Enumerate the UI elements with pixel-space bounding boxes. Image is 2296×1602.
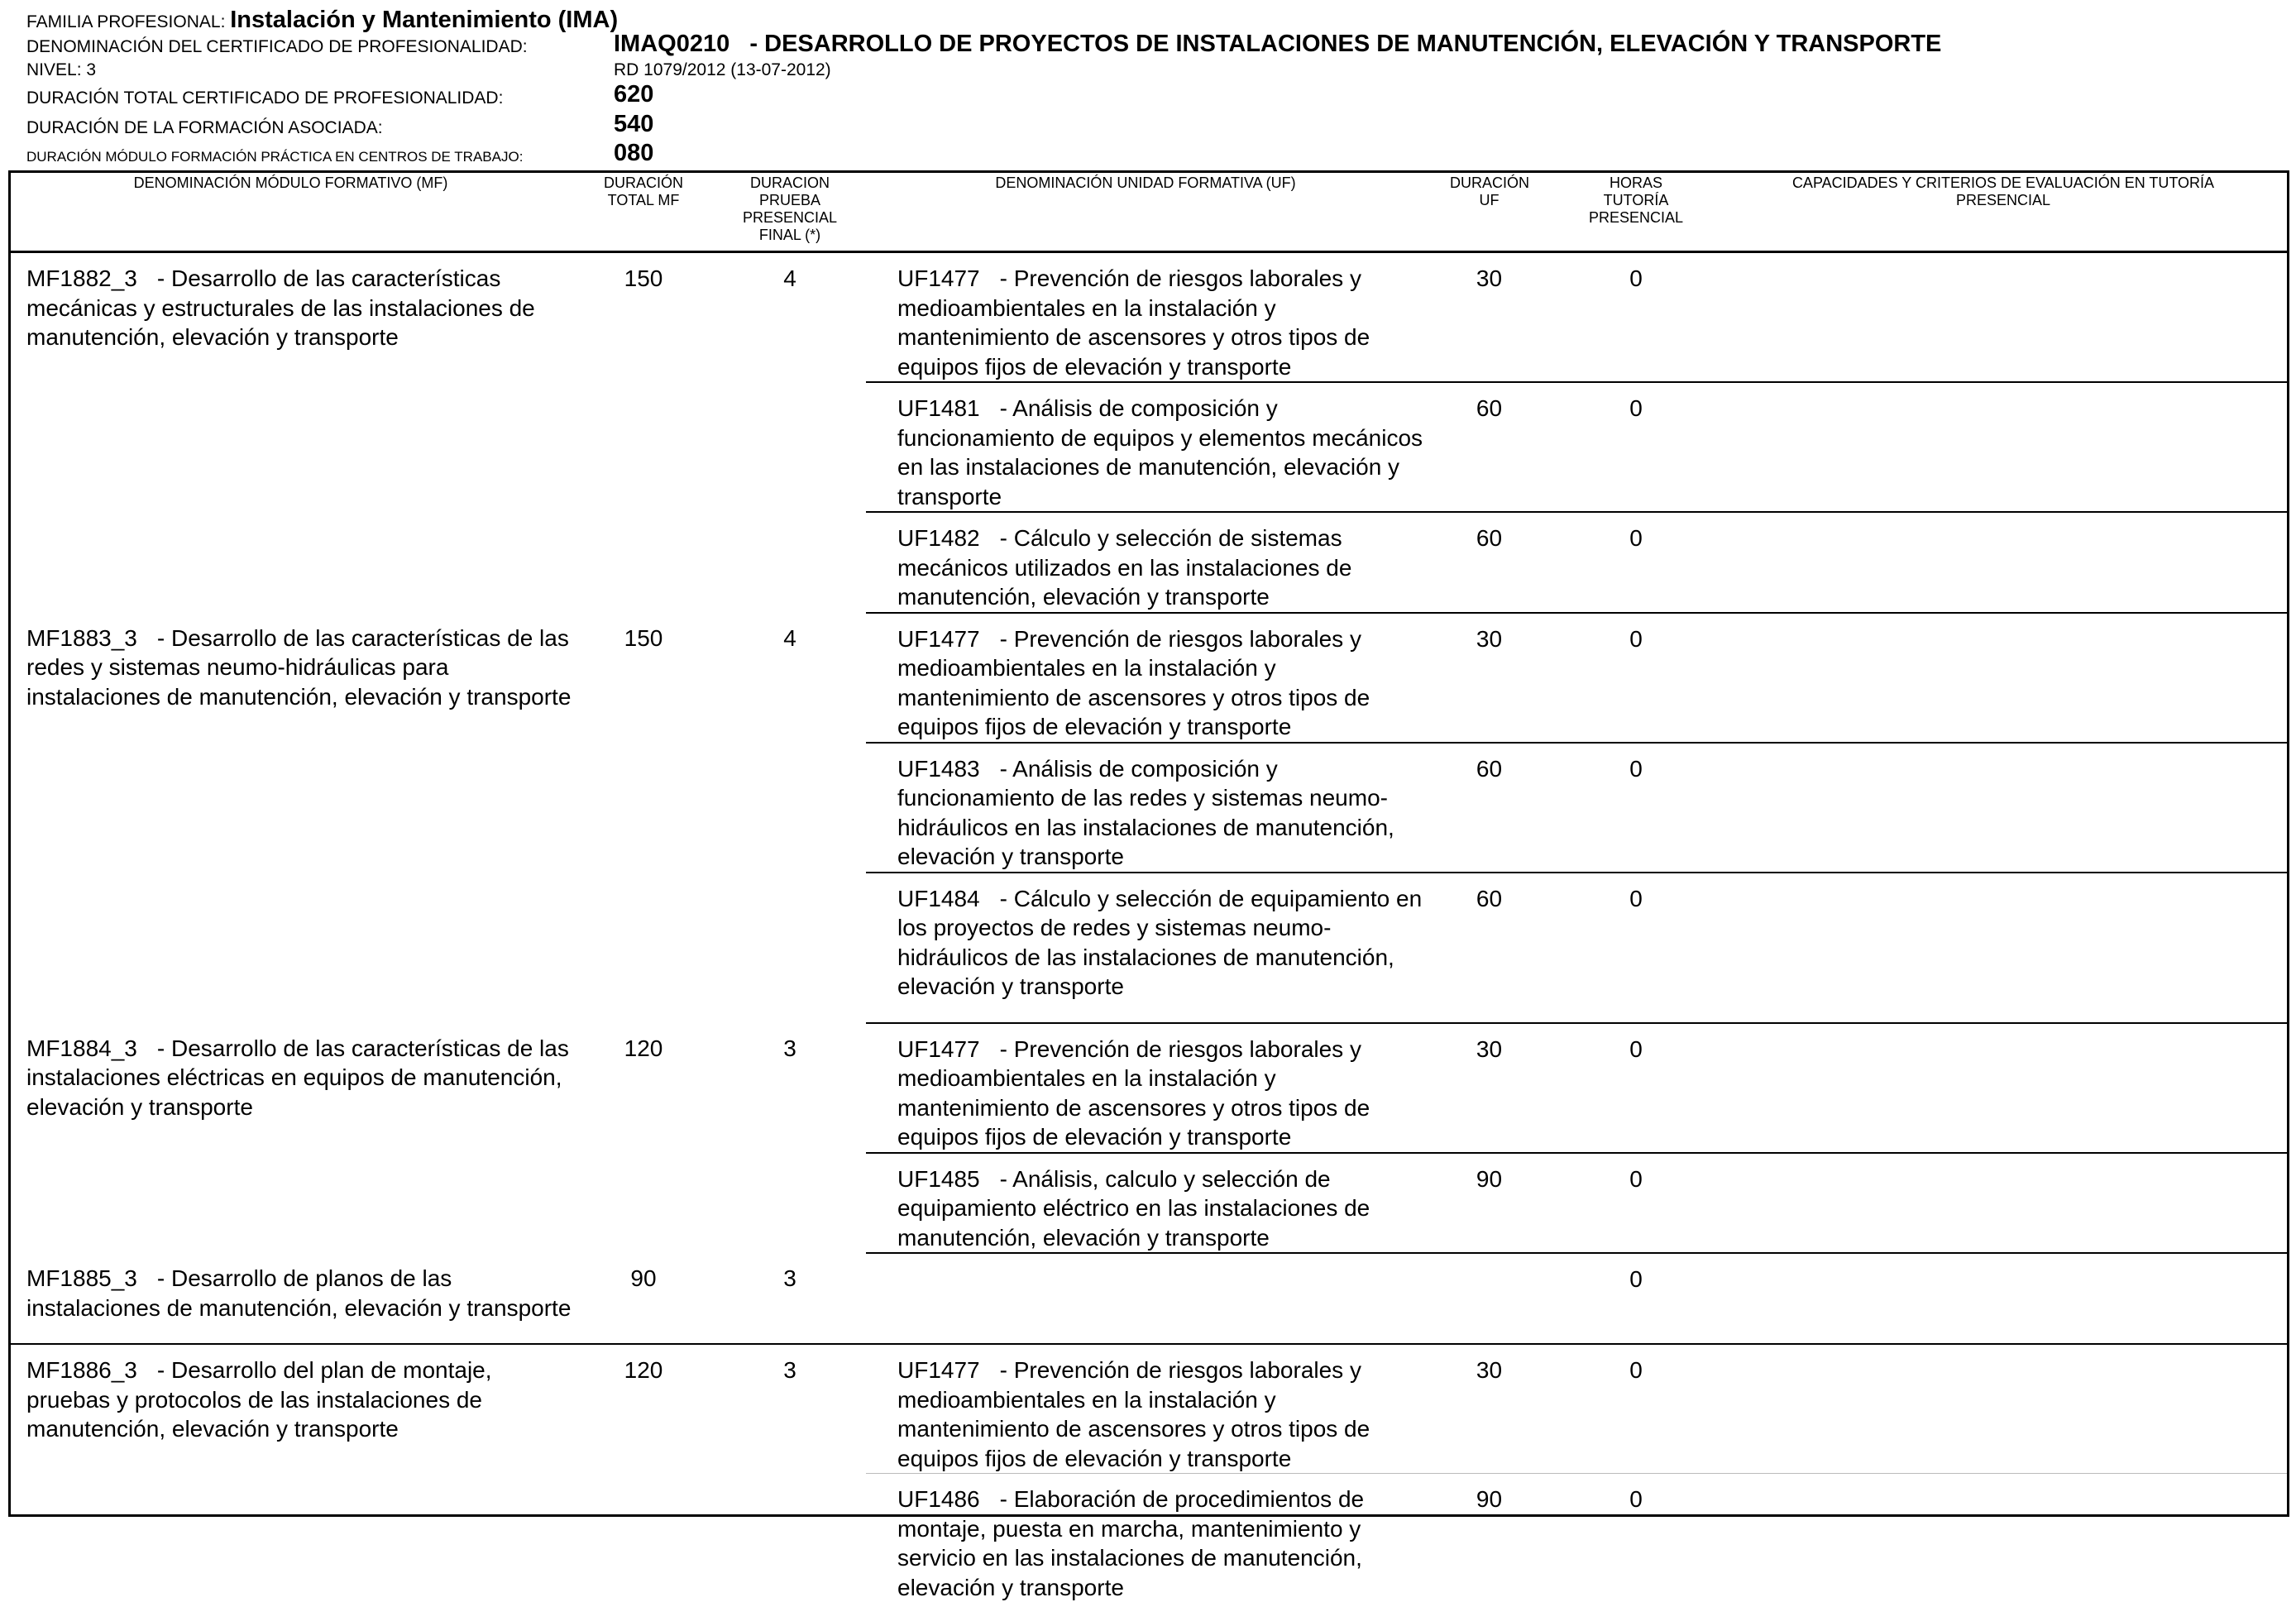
uf-duracion: 30 <box>1425 1344 1553 1474</box>
mf-prueba: 3 <box>714 1344 866 1602</box>
col-header-mf: DENOMINACIÓN MÓDULO FORMATIVO (MF) <box>8 170 573 252</box>
uf-cell: UF1485 - Análisis, calculo y selección de equipamiento eléctrico en las instalaciones de manutención, elevación y transporte <box>866 1153 1425 1254</box>
col-header-duracion-uf: DURACIÓN UF <box>1425 170 1553 252</box>
mf-cell: MF1884_3 - Desarrollo de las características de las instalaciones eléctricas en equipos de manutención, elevación y transporte <box>8 1023 573 1254</box>
table-row <box>8 1253 2288 1344</box>
duracion-practica-value: 080 <box>614 141 653 165</box>
modules-table <box>8 170 2288 1602</box>
certificate-code: IMAQ0210 <box>614 31 729 57</box>
nivel-row <box>26 61 96 79</box>
uf-capacidades <box>1719 873 2288 1023</box>
uf-cell: UF1482 - Cálculo y selección de sistemas mecánicos utilizados en las instalaciones de manutención, elevación y transporte <box>866 512 1425 613</box>
uf-duracion: 60 <box>1425 743 1553 873</box>
uf-capacidades <box>1719 1344 2288 1474</box>
table-row <box>8 1344 2288 1474</box>
uf-cell: UF1484 - Cálculo y selección de equipamiento en los proyectos de redes y sistemas neumo-hidráulicos de las instalaciones de manutención, elevación y transporte <box>866 873 1425 1023</box>
mf-prueba: 3 <box>714 1023 866 1254</box>
duracion-formacion-value: 540 <box>614 112 653 136</box>
familia-row <box>26 8 618 32</box>
mf-cell: MF1882_3 - Desarrollo de las características mecánicas y estructurales de las instalaciones de manutención, elevación y transporte <box>8 252 573 613</box>
col-header-capacidades: CAPACIDADES Y CRITERIOS DE EVALUACIÓN EN TUTORÍA PRESENCIAL <box>1719 170 2288 252</box>
mf-cell: MF1885_3 - Desarrollo de planos de las instalaciones de manutención, elevación y transporte <box>8 1253 573 1344</box>
uf-cell: UF1486 - Elaboración de procedimientos de montaje, puesta en marcha, mantenimiento y servicio en las instalaciones de manutención, elevación y transporte <box>866 1474 1425 1602</box>
mf-cell: MF1886_3 - Desarrollo del plan de montaje, pruebas y protocolos de las instalaciones de manutención, elevación y transporte <box>8 1344 573 1602</box>
uf-capacidades <box>1719 512 2288 613</box>
rd-value: RD 1079/2012 (13-07-2012) <box>614 61 831 79</box>
denominacion-value <box>614 32 1941 56</box>
duracion-formacion-row <box>26 119 383 136</box>
col-header-duracion-total: DURACIÓN TOTAL MF <box>573 170 714 252</box>
uf-tutoria: 0 <box>1553 1253 1719 1344</box>
nivel-label: NIVEL: 3 <box>26 60 96 79</box>
uf-capacidades <box>1719 1153 2288 1254</box>
mf-total: 120 <box>573 1344 714 1602</box>
uf-cell: UF1477 - Prevención de riesgos laborales y medioambientales en la instalación y mantenimiento de ascensores y otros tipos de equipos fijos de elevación y transporte <box>866 613 1425 743</box>
duracion-formacion-label: DURACIÓN DE LA FORMACIÓN ASOCIADA: <box>26 118 383 137</box>
duracion-total-value: 620 <box>614 83 653 107</box>
mf-total: 150 <box>573 252 714 613</box>
table-row <box>8 613 2288 743</box>
uf-cell: UF1483 - Análisis de composición y funcionamiento de las redes y sistemas neumo-hidráulicos en las instalaciones de manutención, elevación y transporte <box>866 743 1425 873</box>
mf-total: 150 <box>573 613 714 1023</box>
uf-capacidades <box>1719 613 2288 743</box>
mf-cell: MF1883_3 - Desarrollo de las características de las redes y sistemas neumo-hidráulicas para instalaciones de manutención, elevación y transporte <box>8 613 573 1023</box>
uf-duracion: 90 <box>1425 1153 1553 1254</box>
denominacion-label: DENOMINACIÓN DEL CERTIFICADO DE PROFESIONALIDAD: <box>26 37 528 56</box>
mf-prueba: 4 <box>714 252 866 613</box>
uf-tutoria: 0 <box>1553 873 1719 1023</box>
duracion-total-row <box>26 89 503 107</box>
uf-tutoria: 0 <box>1553 252 1719 383</box>
uf-duracion: 30 <box>1425 252 1553 383</box>
uf-tutoria: 0 <box>1553 1023 1719 1153</box>
certificate-title: - DESARROLLO DE PROYECTOS DE INSTALACIONES DE MANUTENCIÓN, ELEVACIÓN Y TRANSPORTE <box>749 31 1941 57</box>
uf-cell: UF1477 - Prevención de riesgos laborales y medioambientales en la instalación y mantenimiento de ascensores y otros tipos de equipos fijos de elevación y transporte <box>866 252 1425 383</box>
familia-label: FAMILIA PROFESIONAL: <box>26 12 225 31</box>
table-row <box>8 1023 2288 1153</box>
uf-capacidades <box>1719 1253 2288 1344</box>
duracion-practica-row <box>26 150 523 164</box>
uf-cell: UF1477 - Prevención de riesgos laborales y medioambientales en la instalación y mantenimiento de ascensores y otros tipos de equipos fijos de elevación y transporte <box>866 1344 1425 1474</box>
mf-prueba: 3 <box>714 1253 866 1344</box>
uf-duracion: 60 <box>1425 873 1553 1023</box>
denominacion-row <box>26 38 528 55</box>
duracion-practica-label: DURACIÓN MÓDULO FORMACIÓN PRÁCTICA EN CENTROS DE TRABAJO: <box>26 149 523 165</box>
mf-total: 120 <box>573 1023 714 1254</box>
uf-tutoria: 0 <box>1553 382 1719 512</box>
uf-tutoria: 0 <box>1553 512 1719 613</box>
uf-duracion: 90 <box>1425 1474 1553 1602</box>
uf-tutoria: 0 <box>1553 1344 1719 1474</box>
uf-duracion: 30 <box>1425 613 1553 743</box>
uf-tutoria: 0 <box>1553 613 1719 743</box>
uf-tutoria: 0 <box>1553 743 1719 873</box>
col-header-prueba: DURACION PRUEBA PRESENCIAL FINAL (*) <box>714 170 866 252</box>
uf-capacidades <box>1719 252 2288 383</box>
uf-capacidades <box>1719 1023 2288 1153</box>
uf-duracion <box>1425 1253 1553 1344</box>
col-header-uf: DENOMINACIÓN UNIDAD FORMATIVA (UF) <box>866 170 1425 252</box>
uf-tutoria: 0 <box>1553 1153 1719 1254</box>
uf-duracion: 60 <box>1425 382 1553 512</box>
uf-capacidades <box>1719 1474 2288 1602</box>
familia-value: Instalación y Mantenimiento (IMA) <box>230 7 618 33</box>
uf-tutoria: 0 <box>1553 1474 1719 1602</box>
uf-duracion: 30 <box>1425 1023 1553 1153</box>
uf-capacidades <box>1719 743 2288 873</box>
duracion-total-label: DURACIÓN TOTAL CERTIFICADO DE PROFESIONALIDAD: <box>26 88 503 108</box>
table-header-row <box>8 170 2288 252</box>
uf-cell: UF1481 - Análisis de composición y funcionamiento de equipos y elementos mecánicos en las instalaciones de manutención, elevación y transporte <box>866 382 1425 512</box>
uf-cell: UF1477 - Prevención de riesgos laborales y medioambientales en la instalación y mantenimiento de ascensores y otros tipos de equipos fijos de elevación y transporte <box>866 1023 1425 1153</box>
mf-total: 90 <box>573 1253 714 1344</box>
table-row <box>8 252 2288 383</box>
mf-prueba: 4 <box>714 613 866 1023</box>
col-header-tutoria: HORAS TUTORÍA PRESENCIAL <box>1553 170 1719 252</box>
uf-cell <box>866 1253 1425 1344</box>
uf-duracion: 60 <box>1425 512 1553 613</box>
uf-capacidades <box>1719 382 2288 512</box>
